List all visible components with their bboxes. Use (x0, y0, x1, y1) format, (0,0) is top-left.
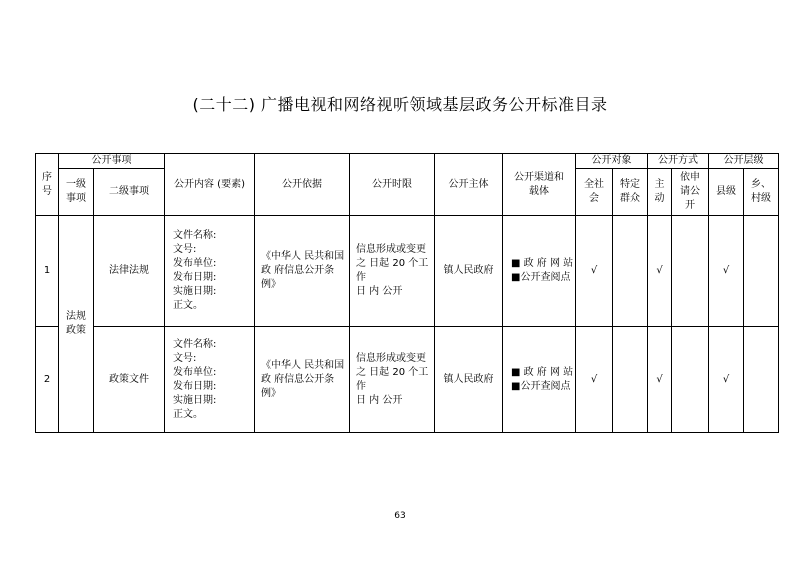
row-seq: 1 (36, 216, 59, 327)
header-target-all: 全社 会 (576, 169, 613, 216)
content-cell: 文件名称: 文号: 发布单位: 发布日期: 实施日期: 正文。 (165, 327, 255, 433)
table-row (36, 216, 779, 327)
subject-cell: 镇人民政府 (435, 216, 503, 327)
header-level-town: 乡、 村级 (744, 169, 779, 216)
method-request-check (672, 327, 709, 433)
header-level2: 二级事项 (94, 169, 165, 216)
level1-cell: 法规 政策 (59, 216, 94, 433)
header-matters-group: 公开事项 (59, 154, 165, 169)
channel-cell: ■ 政 府 网 站 ■公开查阅点 (503, 327, 576, 433)
level-county-check: √ (709, 216, 744, 327)
page-number: 63 (394, 511, 406, 521)
header-time-limit: 公开时限 (350, 154, 435, 216)
basis-cell: 《中华人 民共和国 政 府信息公开条例》 (255, 327, 350, 433)
level-town-check (744, 327, 779, 433)
page-title: (二十二) 广播电视和网络视听领域基层政务公开标准目录 (192, 95, 608, 114)
method-active-check: √ (648, 327, 672, 433)
time-limit-cell: 信息形成或变更 之 日起 20 个工作 日 内 公开 (350, 216, 435, 327)
time-limit-cell: 信息形成或变更 之 日起 20 个工作 日 内 公开 (350, 327, 435, 433)
catalog-table (35, 153, 779, 433)
target-all-check: √ (576, 327, 613, 433)
header-level-county: 县级 (709, 169, 744, 216)
header-target-group: 公开对象 (576, 154, 648, 169)
target-specific-check (613, 327, 648, 433)
header-level1: 一级 事项 (59, 169, 94, 216)
header-channel: 公开渠道和 载体 (503, 154, 576, 216)
header-target-specific: 特定 群众 (613, 169, 648, 216)
row-seq: 2 (36, 327, 59, 433)
level-county-check: √ (709, 327, 744, 433)
header-basis: 公开依据 (255, 154, 350, 216)
method-active-check: √ (648, 216, 672, 327)
target-specific-check (613, 216, 648, 327)
header-content: 公开内容 (要素) (165, 154, 255, 216)
header-method-request: 依申 请公 开 (672, 169, 709, 216)
header-seq: 序 号 (36, 154, 59, 216)
basis-cell: 《中华人 民共和国 政 府信息公开条例》 (255, 216, 350, 327)
table-row (36, 327, 779, 433)
target-all-check: √ (576, 216, 613, 327)
level2-cell: 法律法规 (94, 216, 165, 327)
level2-cell: 政策文件 (94, 327, 165, 433)
level-town-check (744, 216, 779, 327)
header-level-group: 公开层级 (709, 154, 779, 169)
content-cell: 文件名称: 文号: 发布单位: 发布日期: 实施日期: 正文。 (165, 216, 255, 327)
method-request-check (672, 216, 709, 327)
header-method-active: 主 动 (648, 169, 672, 216)
channel-cell: ■ 政 府 网 站 ■公开查阅点 (503, 216, 576, 327)
subject-cell: 镇人民政府 (435, 327, 503, 433)
header-method-group: 公开方式 (648, 154, 709, 169)
header-subject: 公开主体 (435, 154, 503, 216)
